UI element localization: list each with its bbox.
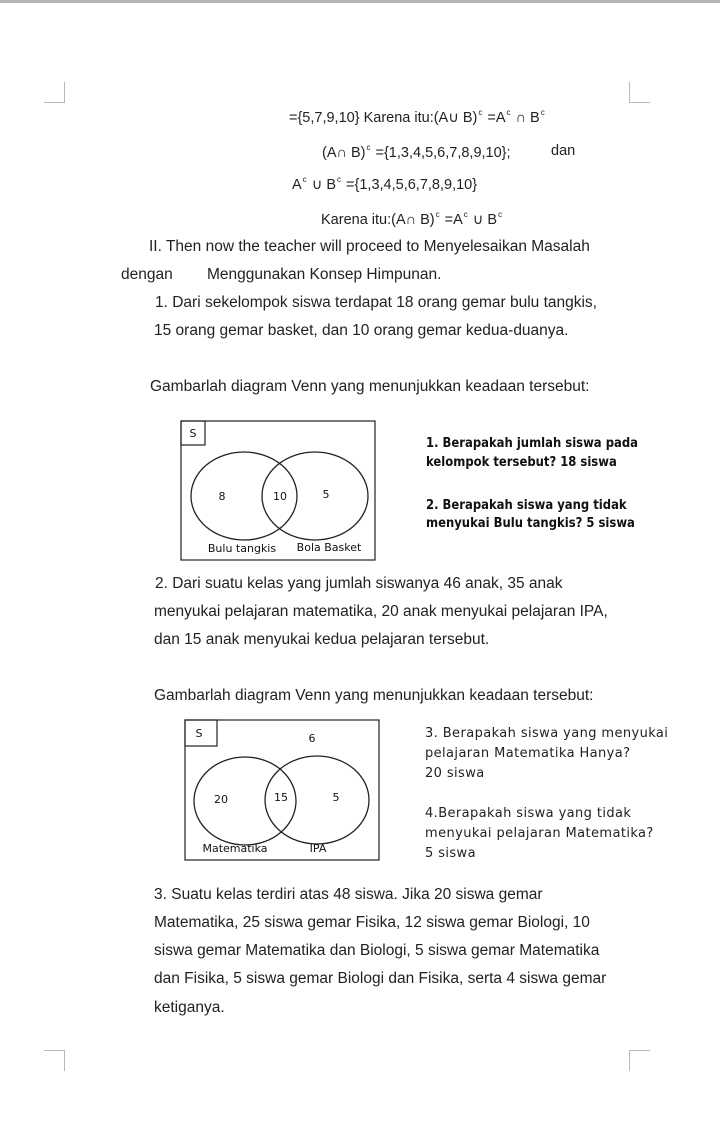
venn2-right-only: 5 [332, 791, 340, 804]
proof-line-3: $A^c$ ∪ $B^c =\{1,3,4,5,6,7,8,9,10\}$ [292, 175, 478, 193]
problem2-line1: 2. Dari suatu kelas yang jumlah siswanya 46 anak, 35 anak [155, 575, 563, 592]
problem1-line1: 1. Dari sekelompok siswa terdapat 18 orang gemar bulu tangkis, [155, 294, 597, 311]
venn2-left-label: Matematika [202, 842, 268, 855]
answer-q3-line1: 3. Berapakah siswa yang menyukai [425, 726, 669, 741]
problem2-line2: menyukai pelajaran matematika, 20 anak menyukai pelajaran IPA, [154, 603, 608, 620]
problem2-instruction: Gambarlah diagram Venn yang menunjukkan keadaan tersebut: [154, 687, 594, 704]
problem1-line2: 15 orang gemar basket, dan 10 orang gemar kedua-duanya. [154, 322, 569, 339]
venn2-left-only: 20 [214, 793, 228, 806]
proof-line-4: Karena itu:(A∩ $B)^c =A^c$ ∪ $B^c$ [321, 210, 503, 228]
section2-line1: II. Then now the teacher will proceed to Menyelesaikan Masalah [149, 238, 590, 255]
problem3-line1: 3. Suatu kelas terdiri atas 48 siswa. Jika 20 siswa gemar [154, 886, 543, 903]
problem1-instruction: Gambarlah diagram Venn yang menunjukkan keadaan tersebut: [150, 378, 590, 395]
section2-line2a: dengan [121, 266, 173, 283]
venn1-left-label: Bulu tangkis [207, 542, 277, 555]
problem3-line3: siswa gemar Matematika dan Biologi, 5 siswa gemar Matematika [154, 942, 600, 959]
problem3-line5: ketiganya. [154, 999, 225, 1016]
proof-line-2: (A∩ B)$^c$ ={1,3,4,5,6,7,8,9,10}; [322, 143, 511, 161]
problem2-line3: dan 15 anak menyukai kedua pelajaran tersebut. [154, 631, 490, 648]
answer-q4-line2: menyukai pelajaran Matematika? [425, 826, 654, 841]
venn-diagram-2 [184, 719, 384, 863]
answer-q4-line1: 4.Berapakah siswa yang tidak [425, 806, 632, 821]
venn2-outside: 6 [308, 732, 316, 745]
answer-q2-line2: menyukai Bulu tangkis? 5 siswa [426, 515, 635, 531]
top-border [0, 0, 720, 3]
answer-q3-line2: pelajaran Matematika Hanya? [425, 746, 631, 761]
problem3-line4: dan Fisika, 5 siswa gemar Biologi dan Fisika, serta 4 siswa gemar [154, 970, 607, 987]
answer-q2-line1: 2. Berapakah siswa yang tidak [426, 497, 627, 513]
venn2-universe-box [185, 720, 379, 860]
venn1-left-only: 8 [218, 490, 226, 503]
section2-line2b: Menggunakan Konsep Himpunan. [207, 266, 442, 283]
margin-corner-top-left [44, 82, 65, 103]
answer-q1-line1: 1. Berapakah jumlah siswa pada [426, 435, 638, 451]
venn1-universe-label: S [189, 427, 197, 440]
answer-q1-line2: kelompok tersebut? 18 siswa [426, 454, 617, 470]
answer-q4-line3: 5 siswa [425, 846, 476, 861]
margin-corner-top-right [629, 82, 650, 103]
venn2-right-label: IPA [309, 842, 327, 855]
proof-line-2-conj: dan [551, 143, 576, 159]
margin-corner-bottom-right [629, 1050, 650, 1071]
venn2-universe-label: S [195, 727, 203, 740]
answer-q3-line3: 20 siswa [425, 766, 485, 781]
margin-corner-bottom-left [44, 1050, 65, 1071]
venn-diagram-1 [180, 420, 380, 562]
problem3-line2: Matematika, 25 siswa gemar Fisika, 12 siswa gemar Biologi, 10 [154, 914, 590, 931]
venn1-right-only: 5 [322, 488, 330, 501]
venn1-right-label: Bola Basket [296, 541, 362, 554]
proof-line-1: ={5,7,9,10} Karena itu:(A∪ $B)^c =A^c$ ∩ $B^c$ [289, 108, 545, 126]
venn2-both: 15 [274, 791, 288, 804]
venn1-both: 10 [273, 490, 287, 503]
